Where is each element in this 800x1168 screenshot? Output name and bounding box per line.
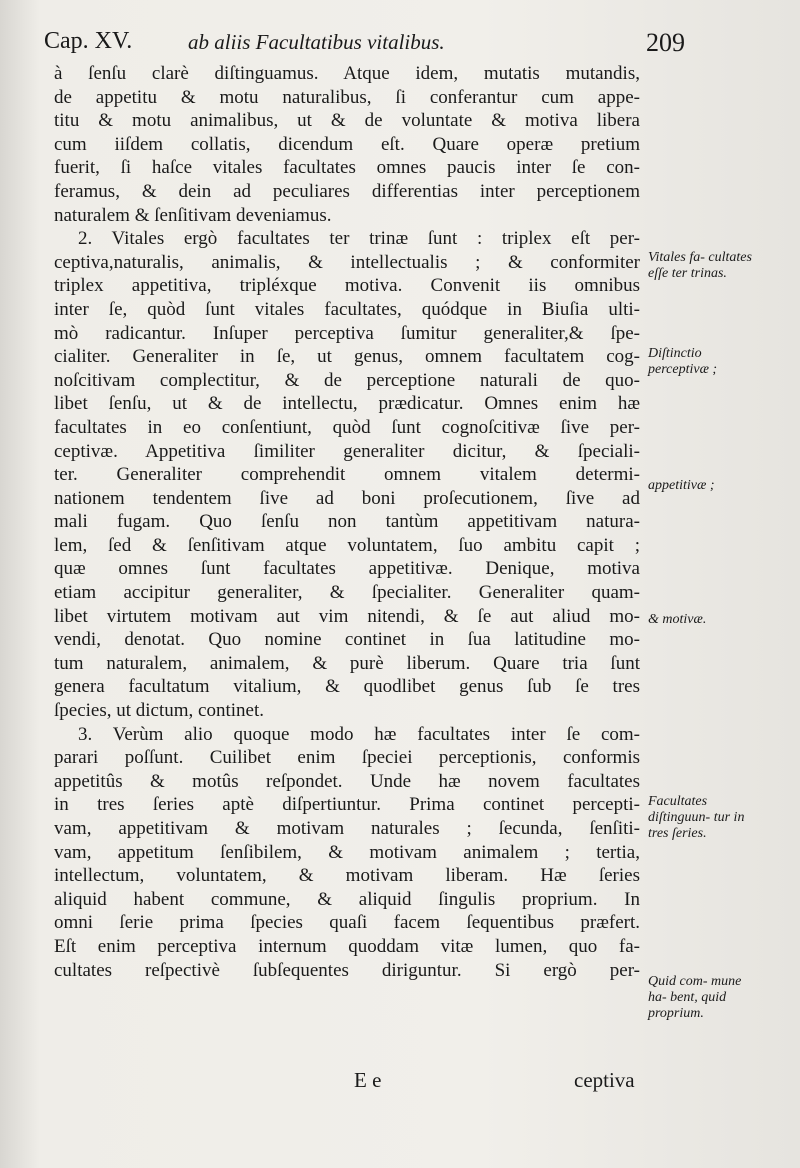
margin-note: Quid com- mune ha- bent, quid proprium.	[648, 974, 742, 1021]
text-line: cum iiſdem collatis, dicendum eſt. Quare operæ pretium	[54, 133, 640, 155]
text-line: ter. Generaliter comprehendit omnem vitalem determi-	[54, 464, 640, 486]
text-line: triplex appetitiva, tripléxque motiva. Convenit iis omnibus	[54, 275, 640, 297]
page-number: 209	[646, 28, 685, 57]
text-line: vendi, denotat. Quo nomine continet in ſua latitudine mo-	[54, 629, 640, 651]
text-line: vam, appetitum ſenſibilem, & motivam animalem ; tertia,	[54, 841, 640, 863]
text-line: etiam accipitur generaliter, & ſpecialiter. Generaliter quam-	[54, 582, 640, 604]
text-line: titu & motu animalibus, ut & de voluntate & motiva libera	[54, 110, 640, 132]
text-line: appetitûs & motûs reſpondet. Unde hæ novem facultates	[54, 770, 640, 792]
text-line: intellectum, voluntatem, & motivam liberam. Hæ ſeries	[54, 865, 640, 887]
text-line: facultates in eo conſentiunt, quòd ſunt cognoſcitivæ ſive per-	[54, 416, 640, 438]
text-line: nationem tendentem ſive ad boni proſecutionem, ſive ad	[54, 487, 640, 509]
text-line: parari poſſunt. Cuilibet enim ſpeciei perceptionis, conformis	[54, 747, 640, 769]
running-title: ab aliis Facultatibus vitalibus.	[188, 30, 445, 54]
text-line: feramus, & dein ad peculiares differentias inter perceptionem	[54, 180, 640, 202]
text-line: libet virtutem motivam aut vim nitendi, & ſe aut aliud mo-	[54, 605, 640, 627]
text-line: fuerit, ſi haſce vitales facultates omnes paucis inter ſe con-	[54, 157, 640, 179]
text-line: quæ omnes ſunt facultates appetitivæ. Denique, motiva	[54, 558, 640, 580]
text-line: ceptiva,naturalis, animalis, & intellectualis ; & conformiter	[54, 251, 640, 273]
main-text	[54, 62, 640, 982]
text-line: cialiter. Generaliter in ſe, ut genus, omnem facultatem cog-	[54, 346, 640, 368]
paragraph-2-start: 2. Vitales ergò facultates ter trinæ ſunt : triplex eſt per-	[78, 228, 640, 250]
text-line: noſcitivam complectitur, & de perceptione naturali de quo-	[54, 369, 640, 391]
margin-note: Facultates diſtinguun- tur in tres ſeries.	[648, 794, 745, 841]
text-line: cultates reſpectivè ſubſequentes diriguntur. Si ergò per-	[54, 959, 640, 981]
page-footer	[54, 1068, 640, 1096]
catchword: ceptiva	[574, 1068, 635, 1092]
margin-note: appetitivæ ;	[648, 478, 715, 493]
text-line: genera facultatum vitalium, & quodlibet genus ſub ſe tres	[54, 676, 640, 698]
text-line: tum naturalem, animalem, & purè liberum. Quare tria ſunt	[54, 652, 640, 674]
running-header	[44, 28, 694, 64]
margin-note: Diſtinctio perceptivæ ;	[648, 346, 718, 377]
text-line: omni ſerie prima ſpecies quaſi facem ſequentibus præfert.	[54, 912, 640, 934]
text-line: aliquid habent commune, & aliquid ſingulis proprium. In	[54, 888, 640, 910]
chapter-label: Cap. XV.	[44, 28, 133, 54]
paragraph-3-start: 3. Verùm alio quoque modo hæ facultates inter ſe com-	[78, 723, 640, 745]
text-line: ſpecies, ut dictum, continet.	[54, 700, 265, 722]
text-line: mali fugam. Quo ſenſu non tantùm appetitivam natura-	[54, 511, 640, 533]
text-line: ceptivæ. Appetitiva ſimiliter generaliter dicitur, & ſpeciali-	[54, 440, 640, 462]
text-line: naturalem & ſenſitivam deveniamus.	[54, 204, 332, 226]
text-line: vam, appetitivam & motivam naturales ; ſecunda, ſenſiti-	[54, 818, 640, 839]
text-line: Eſt enim perceptiva internum quoddam vitæ lumen, quo fa-	[54, 935, 640, 957]
margin-note: & motivæ.	[648, 612, 707, 627]
text-line: lem, ſed & ſenſitivam atque voluntatem, ſuo ambitu capit ;	[54, 534, 640, 556]
text-line: mò radicantur. Inſuper perceptiva ſumitur generaliter,& ſpe-	[54, 322, 640, 344]
text-line: inter ſe, quòd ſunt vitales facultates, quódque in Biuſia ulti-	[54, 298, 640, 320]
text-line: in tres ſeries aptè diſpertiuntur. Prima continet percepti-	[54, 794, 640, 816]
text-line: de appetitu & motu naturalibus, ſi conferantur cum appe-	[54, 86, 640, 108]
margin-note: Vitales fa- cultates eſſe ter trinas.	[648, 250, 752, 281]
text-line: libet ſenſu, ut & de intellectu, prædicatur. Omnes enim hæ	[54, 393, 640, 415]
signature-mark: E e	[354, 1068, 382, 1092]
text-line: à ſenſu clarè diſtinguamus. Atque idem, mutatis mutandis,	[54, 63, 640, 84]
